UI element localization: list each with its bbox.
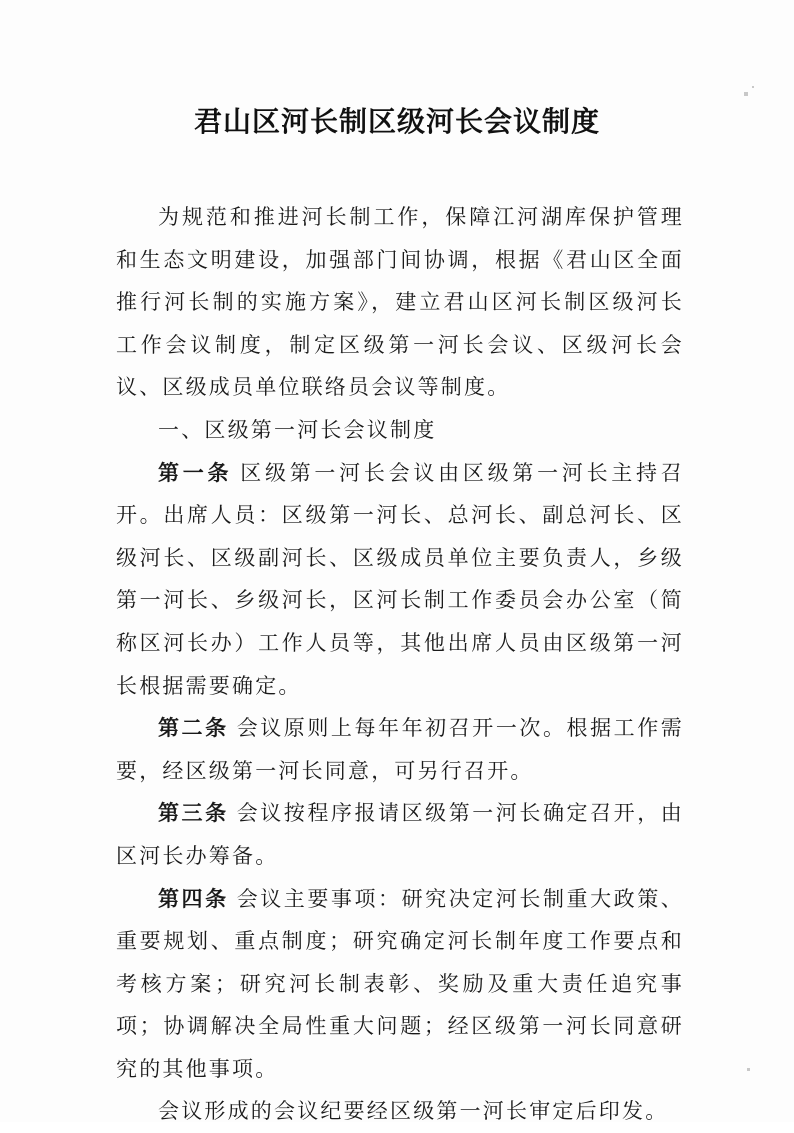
article-2 xyxy=(116,707,684,792)
article-label: 第一条 xyxy=(158,460,233,485)
intro-paragraph: 为规范和推进河长制工作，保障江河湖库保护管理和生态文明建设，加强部门间协调，根据《君山区全面推行河长制的实施方案》，建立君山区河长制区级河长工作会议制度，制定区级第一河长会议、区级河长会议、区级成员单位联络员会议等制度。 xyxy=(116,205,684,400)
article-4 xyxy=(116,878,684,1091)
section-heading: 一、区级第一河长会议制度 xyxy=(158,417,437,442)
article-label: 第三条 xyxy=(158,801,229,826)
article-text: 会议主要事项：研究决定河长制重大政策、重要规划、重点制度；研究确定河长制年度工作要点和考核方案；研究河长制表彰、奖励及重大责任追究事项；协调解决全局性重大问题；经区级第一河长同意研究的其他事项。 xyxy=(116,886,684,1081)
scan-speck xyxy=(744,92,748,96)
article-label: 第四条 xyxy=(158,886,229,911)
article-3 xyxy=(116,792,684,877)
document-body xyxy=(116,196,684,1133)
closing-paragraph: 会议形成的会议纪要经区级第一河长审定后印发。 xyxy=(158,1099,669,1124)
scan-speck xyxy=(752,86,754,88)
article-text: 区级第一河长会议由区级第一河长主持召开。出席人员：区级第一河长、总河长、副总河长、区级河长、区级副河长、区级成员单位主要负责人，乡级第一河长、乡级河长，区河长制工作委员会办公室（简称区河长办）工作人员等，其他出席人员由区级第一河长根据需要确定。 xyxy=(116,460,684,698)
article-text: 会议按程序报请区级第一河长确定召开，由区河长办筹备。 xyxy=(116,801,684,868)
article-text: 会议原则上每年年初召开一次。根据工作需要，经区级第一河长同意，可另行召开。 xyxy=(116,716,684,783)
document-title: 君山区河长制区级河长会议制度 xyxy=(193,105,600,138)
scan-speck xyxy=(747,1068,750,1071)
article-1 xyxy=(116,452,684,708)
article-label: 第二条 xyxy=(158,716,229,741)
